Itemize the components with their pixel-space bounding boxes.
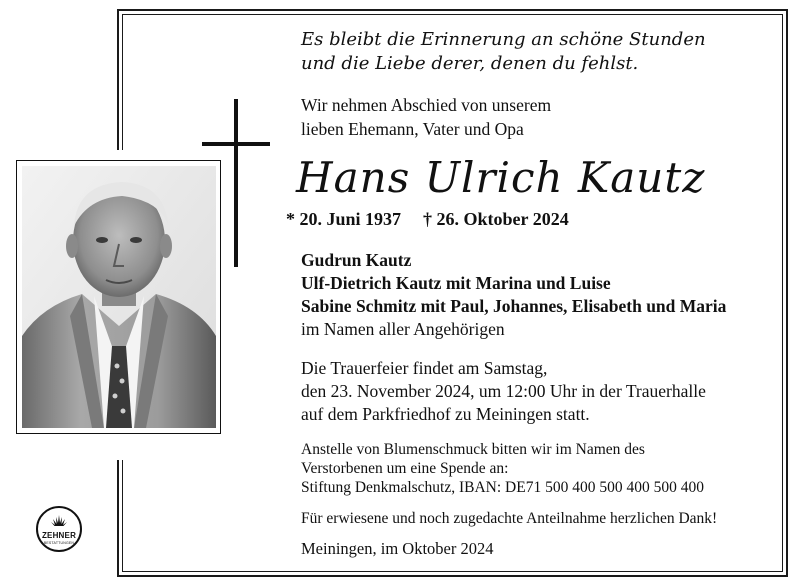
ceremony-line-2: den 23. November 2024, um 12:00 Uhr in der Trauerhalle	[301, 381, 706, 401]
deceased-name: Hans Ulrich Kautz	[296, 153, 706, 202]
intro-text	[301, 93, 551, 141]
logo-name: ZEHNER	[41, 531, 77, 540]
life-dates	[286, 207, 569, 231]
portrait-photo	[22, 166, 216, 428]
thanks-note: Für erwiesene und noch zugedachte Anteilnahme herzlichen Dank!	[301, 510, 718, 527]
birth-date: * 20. Juni 1937	[286, 209, 402, 229]
cross-icon-bar	[202, 142, 270, 146]
intro-line-2: lieben Ehemann, Vater und Opa	[301, 119, 524, 139]
cross-icon	[234, 99, 238, 267]
motto-line-1: Es bleibt die Erinnerung an schöne Stunden	[301, 29, 706, 50]
death-date: † 26. Oktober 2024	[423, 209, 569, 229]
ceremony-line-3: auf dem Parkfriedhof zu Meiningen statt.	[301, 404, 590, 424]
family-member: Gudrun Kautz	[301, 250, 412, 270]
mourning-family	[301, 249, 726, 341]
logo-subtitle: BESTATTUNGEN	[43, 541, 75, 545]
donation-line-2: Verstorbenen um eine Spende an:	[301, 460, 509, 477]
motto-verse	[301, 28, 771, 76]
donation-line-1: Anstelle von Blumenschmuck bitten wir im Namen des	[301, 441, 645, 458]
family-member: Ulf-Dietrich Kautz mit Marina und Luise	[301, 273, 611, 293]
intro-line-1: Wir nehmen Abschied von unserem	[301, 95, 552, 115]
donation-line-3: Stiftung Denkmalschutz, IBAN: DE71 500 400 500 400 500 400	[301, 479, 704, 496]
place-date: Meiningen, im Oktober 2024	[301, 539, 494, 558]
motto-line-2: und die Liebe derer, denen du fehlst.	[301, 53, 639, 74]
family-member: Sabine Schmitz mit Paul, Johannes, Elisabeth und Maria	[301, 296, 727, 316]
donation-request	[301, 440, 704, 497]
ceremony-line-1: Die Trauerfeier findet am Samstag,	[301, 358, 548, 378]
funeral-ceremony-info	[301, 357, 706, 426]
undertaker-logo	[36, 506, 82, 552]
logo-flame-icon	[49, 515, 69, 527]
relatives-note: im Namen aller Angehörigen	[301, 319, 505, 339]
